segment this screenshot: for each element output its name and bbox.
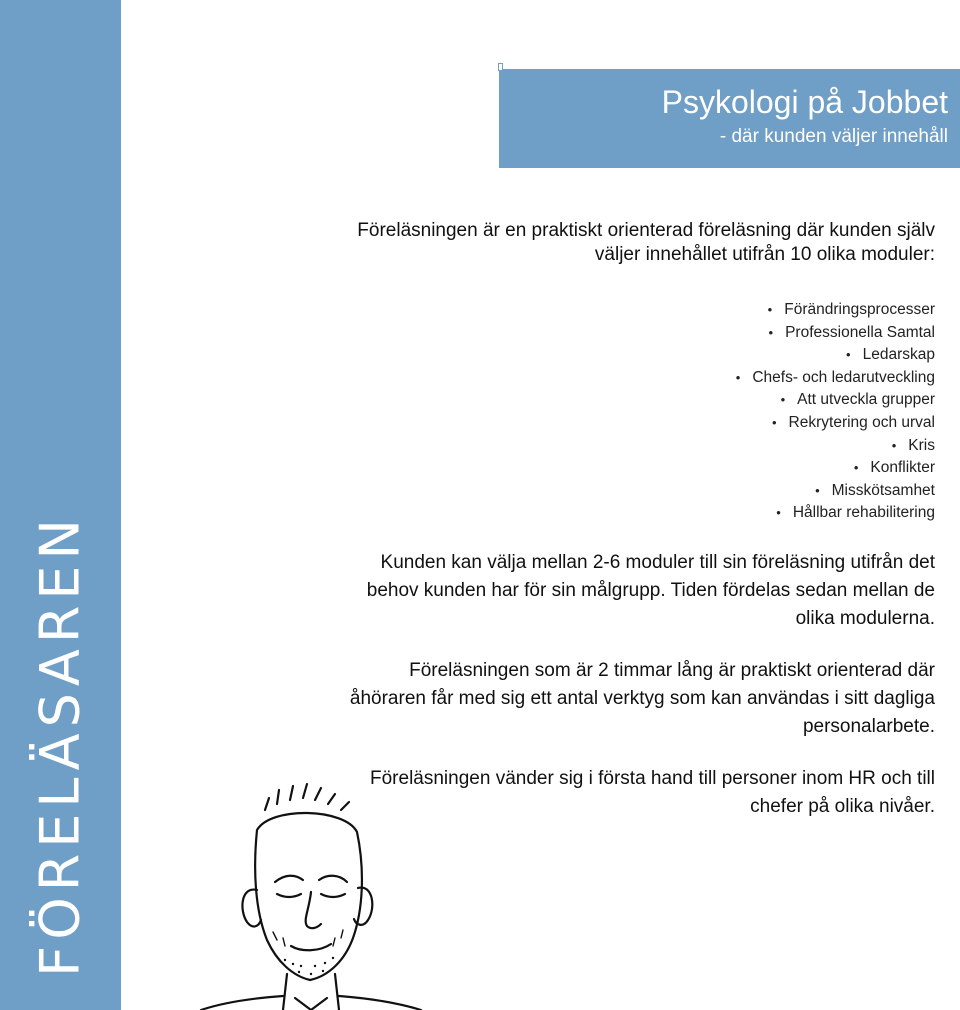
- module-label: Professionella Samtal: [785, 323, 935, 341]
- lecturer-portrait-illustration: [195, 770, 425, 1010]
- bullet-icon: •: [776, 505, 781, 521]
- intro-paragraph: Föreläsningen är en praktiskt orienterad föreläsning där kunden själv väljer innehållet utifrån 10 olika moduler:: [357, 220, 935, 265]
- module-label: Kris: [908, 436, 935, 454]
- list-item: [736, 367, 935, 390]
- bullet-icon: •: [768, 324, 774, 340]
- bullet-icon: •: [846, 347, 851, 363]
- bullet-icon: •: [780, 392, 786, 408]
- list-item: [736, 502, 935, 525]
- module-label: Chefs- och ledarutveckling: [752, 368, 935, 386]
- list-item: [736, 322, 935, 345]
- list-item: [736, 435, 935, 458]
- module-label: Rekrytering och urval: [788, 413, 935, 431]
- bullet-icon: •: [771, 414, 777, 430]
- module-label: Förändringsprocesser: [784, 301, 935, 318]
- sidebar: [0, 0, 121, 1010]
- module-label: Hållbar rehabilitering: [792, 504, 935, 522]
- list-item: [736, 457, 935, 480]
- bullet-icon: •: [735, 369, 741, 385]
- sidebar-title: FÖRELÄSAREN: [28, 513, 92, 977]
- bullet-icon: •: [815, 482, 820, 498]
- paragraph-audience: Föreläsningen vänder sig i första hand till personer inom HR och till chefer på olika nivåer.: [370, 768, 935, 817]
- module-label: Konflikter: [870, 459, 935, 477]
- bullet-icon: •: [891, 437, 897, 453]
- header-banner: [499, 69, 960, 168]
- module-label: Att utveckla grupper: [797, 391, 935, 409]
- paragraph-module-choice: Kunden kan välja mellan 2-6 moduler till sin föreläsning utifrån det behov kunden har för sin målgrupp. Tiden fördelas sedan mellan de olika modulerna.: [366, 552, 935, 629]
- module-label: Misskötsamhet: [831, 481, 935, 499]
- paragraph-format: Föreläsningen som är 2 timmar lång är praktiskt orienterad där åhöraren får med sig ett antal verktyg som kan användas i sitt dagliga personalarbete.: [349, 660, 935, 737]
- list-item: [736, 299, 935, 322]
- list-item: [736, 344, 935, 367]
- module-label: Ledarskap: [862, 346, 935, 364]
- page-title: Psykologi på Jobbet: [661, 84, 948, 120]
- bullet-icon: •: [767, 302, 773, 317]
- page-subtitle: - där kunden väljer innehåll: [719, 126, 948, 147]
- list-item: [736, 412, 935, 435]
- list-item: [736, 480, 935, 503]
- bullet-icon: •: [853, 460, 859, 476]
- list-item: [736, 389, 935, 412]
- module-list: [736, 299, 935, 525]
- header-marker: [498, 63, 503, 71]
